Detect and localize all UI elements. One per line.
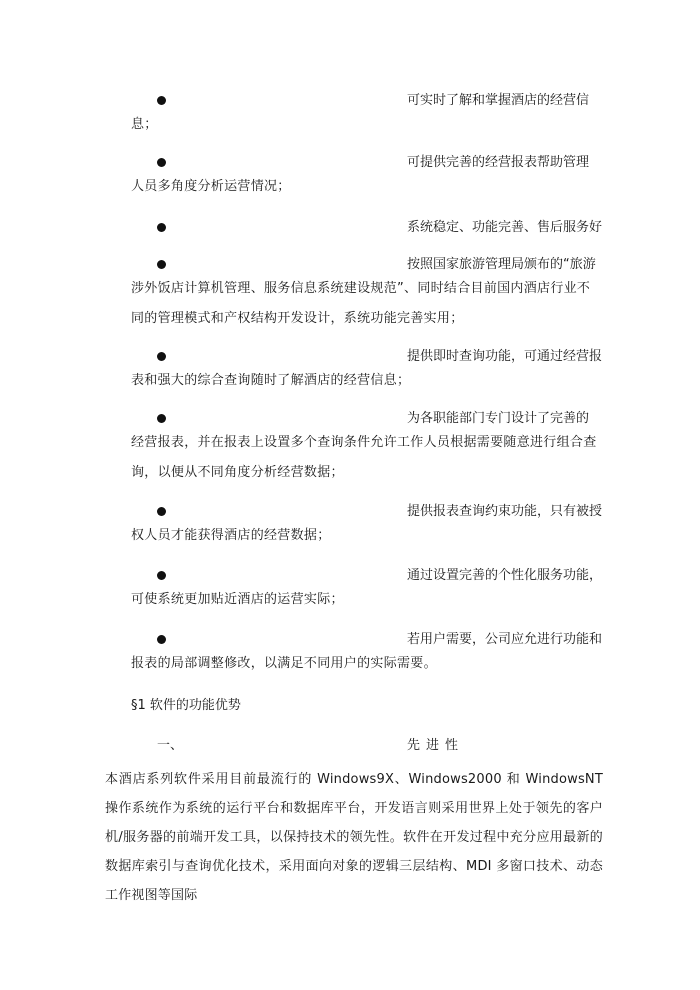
bullet-item [0, 567, 700, 607]
bullet-item [0, 410, 700, 480]
bullet-dot-icon [157, 635, 166, 644]
bullet-item [0, 219, 700, 241]
bullet-continuation: 权人员才能获得酒店的经营数据； [131, 528, 331, 543]
bullet-dot-icon [157, 352, 166, 361]
bullet-first-line: 提供报表查询约束功能，只有被授 [407, 504, 603, 519]
bullet-first-line: 系统稳定、功能完善、售后服务好 [407, 220, 603, 235]
bullet-continuation: 可使系统更加贴近酒店的运营实际； [131, 592, 344, 607]
bullet-continuation: 经营报表，并在报表上设置多个查询条件允许工作人员根据需要随意进行组合查询，以便从不同角度分析经营数据； [131, 435, 597, 480]
subsection-number: 一、 [157, 738, 184, 753]
bullet-dot-icon [157, 158, 166, 167]
bullet-continuation: 涉外饭店计算机管理、服务信息系统建设规范”、同时结合目前国内酒店行业不同的管理模式和产权结构开发设计，系统功能完善实用； [131, 281, 591, 326]
bullet-item [0, 154, 700, 194]
bullet-dot-icon [157, 223, 166, 232]
bullet-first-line: 为各职能部门专门设计了完善的 [407, 411, 590, 426]
bullet-item [0, 631, 700, 671]
bullet-dot-icon [157, 414, 166, 423]
bullet-first-line: 按照国家旅游管理局颁布的“旅游 [407, 257, 596, 272]
body-paragraph: 本酒店系列软件采用目前最流行的 Windows9X、Windows2000 和 WindowsNT 操作系统作为系统的运行平台和数据库平台，开发语言则采用世界上处于领先的客户机/服务器的前端开发工具，以保持技术的领先性。软件在开发过程中充分应用最新的数据库索引与查询优化技术，采用面向对象的逻辑三层结构、MDI 多窗口技术、动态工作视图等国际 [105, 772, 603, 903]
bullet-dot-icon [157, 96, 166, 105]
bullet-item [0, 348, 700, 388]
bullet-item [0, 92, 700, 132]
bullet-dot-icon [157, 571, 166, 580]
bullet-dot-icon [157, 260, 166, 269]
bullet-item [0, 503, 700, 543]
bullet-first-line: 可实时了解和掌握酒店的经营信 [407, 93, 590, 108]
bullet-item [0, 256, 700, 326]
bullet-continuation: 息； [131, 117, 158, 132]
bullet-first-line: 可提供完善的经营报表帮助管理 [407, 155, 590, 170]
bullet-first-line: 若用户需要，公司应允进行功能和 [407, 632, 603, 647]
bullet-first-line: 通过设置完善的个性化服务功能， [407, 568, 603, 583]
bullet-continuation: 表和强大的综合查询随时了解酒店的经营信息； [131, 373, 411, 388]
bullet-first-line: 提供即时查询功能，可通过经营报 [407, 349, 603, 364]
bullet-dot-icon [157, 507, 166, 516]
bullet-continuation: 人员多角度分析运营情况； [131, 179, 291, 194]
subsection-title: 先进性 [407, 738, 465, 753]
section-heading: §1 软件的功能优势 [131, 698, 241, 713]
bullet-continuation: 报表的局部调整修改，以满足不同用户的实际需要。 [131, 656, 437, 671]
